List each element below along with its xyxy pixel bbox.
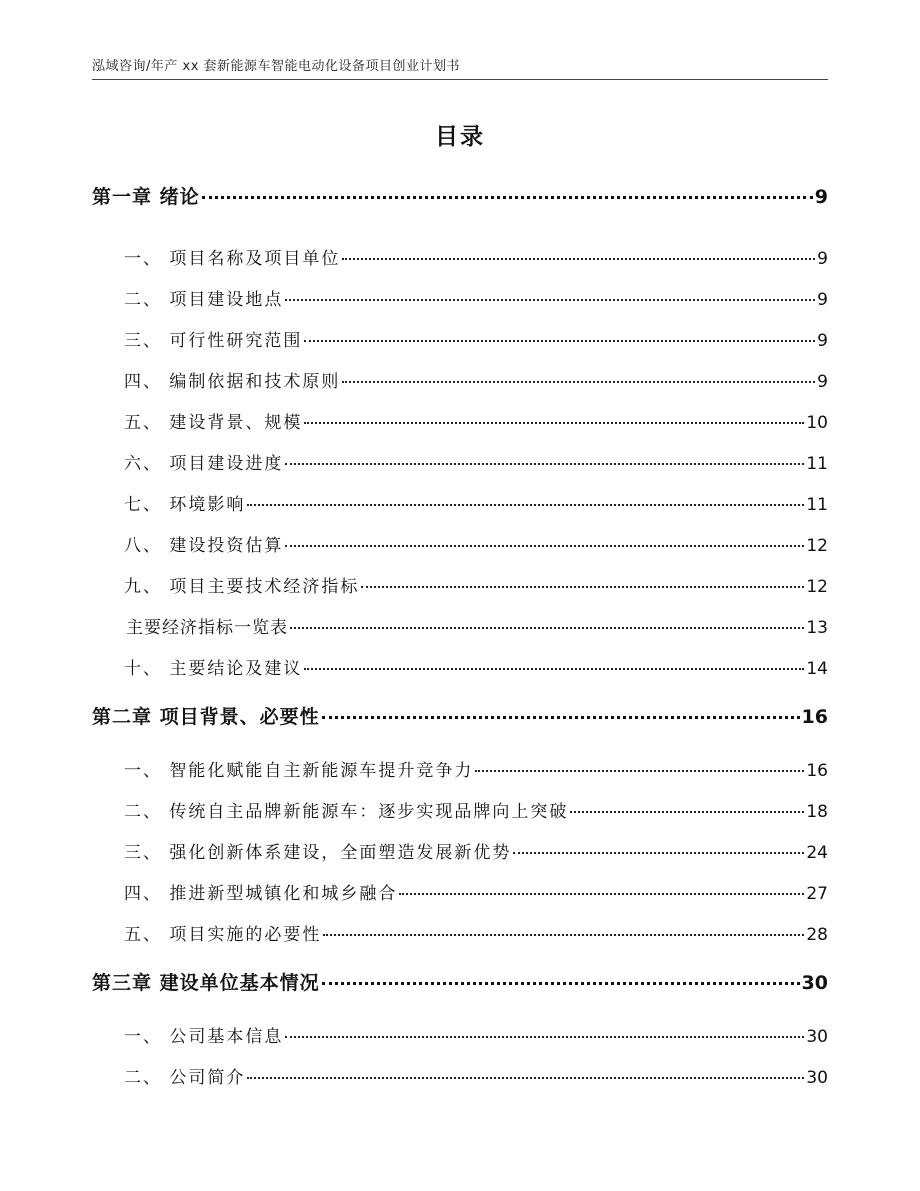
toc-page-number: 9 <box>817 372 828 392</box>
dot-leader <box>304 340 815 342</box>
toc-entry-label: 第三章 建设单位基本情况 <box>92 972 320 994</box>
toc-page-number: 14 <box>806 659 828 679</box>
toc-section-entry[interactable] <box>92 285 828 311</box>
dot-leader <box>361 586 804 588</box>
toc-chapter-entry[interactable] <box>92 702 828 732</box>
toc-entry-label: 五、 建设背景、规模 <box>124 413 303 433</box>
toc-entry-label: 四、 编制依据和技术原则 <box>124 372 341 392</box>
dot-leader <box>285 545 804 547</box>
toc-page-number: 11 <box>806 454 828 474</box>
toc-entry-label: 六、 项目建设进度 <box>124 454 284 474</box>
toc-entry-label: 第二章 项目背景、必要性 <box>92 706 320 728</box>
toc-page-number: 9 <box>817 249 828 269</box>
toc-page-number: 10 <box>806 413 828 433</box>
toc-page-number: 18 <box>806 802 828 822</box>
toc-section-entry[interactable] <box>92 920 828 946</box>
toc-section-entry[interactable] <box>92 756 828 782</box>
toc-page-number: 9 <box>817 290 828 310</box>
dot-leader <box>285 299 815 301</box>
toc-page-number: 24 <box>806 843 828 863</box>
toc-section-entry[interactable] <box>92 838 828 864</box>
toc-section-entry[interactable] <box>92 654 828 680</box>
dot-leader <box>323 934 804 936</box>
toc-page-number: 16 <box>806 761 828 781</box>
toc-section-entry[interactable] <box>92 326 828 352</box>
toc-section-entry[interactable] <box>92 1022 828 1048</box>
toc-section-entry[interactable] <box>92 879 828 905</box>
dot-leader <box>342 381 815 383</box>
toc-page-number: 16 <box>801 706 828 728</box>
dot-leader <box>475 770 804 772</box>
toc-entry-label: 一、 项目名称及项目单位 <box>124 249 341 269</box>
dot-leader <box>322 982 800 985</box>
toc-section-entry[interactable] <box>92 1063 828 1089</box>
toc-page-number: 12 <box>806 577 828 597</box>
dot-leader <box>285 1036 804 1038</box>
toc-entry-label: 一、 智能化赋能自主新能源车提升竞争力 <box>124 761 474 781</box>
header-rule <box>92 79 828 80</box>
toc-entry-label: 八、 建设投资估算 <box>124 536 284 556</box>
dot-leader <box>247 1077 804 1079</box>
dot-leader <box>399 893 804 895</box>
toc-entry-label: 九、 项目主要技术经济指标 <box>124 577 360 597</box>
toc-entry-label: 二、 传统自主品牌新能源车：逐步实现品牌向上突破 <box>124 802 569 822</box>
dot-leader <box>570 811 804 813</box>
toc-page-number: 30 <box>801 972 828 994</box>
dot-leader <box>513 852 804 854</box>
toc-section-entry[interactable] <box>92 490 828 516</box>
toc-section-entry[interactable] <box>92 572 828 598</box>
toc-entry-label: 七、 环境影响 <box>124 495 246 515</box>
dot-leader <box>247 504 804 506</box>
toc-page-number: 30 <box>806 1068 828 1088</box>
toc-entry-label: 二、 公司简介 <box>124 1068 246 1088</box>
toc-page-number: 28 <box>806 925 828 945</box>
toc-section-entry[interactable] <box>92 408 828 434</box>
toc-entry-label: 四、 推进新型城镇化和城乡融合 <box>124 884 398 904</box>
toc-section-entry[interactable] <box>92 531 828 557</box>
dot-leader <box>342 258 815 260</box>
dot-leader <box>290 627 804 629</box>
toc-entry-label: 主要经济指标一览表 <box>126 618 288 638</box>
toc-entry-label: 二、 项目建设地点 <box>124 290 284 310</box>
toc-page-number: 9 <box>814 186 828 208</box>
toc-page-number: 12 <box>806 536 828 556</box>
toc-entry-label: 五、 项目实施的必要性 <box>124 925 322 945</box>
dot-leader <box>304 422 804 424</box>
toc-page-number: 9 <box>817 331 828 351</box>
toc-section-entry[interactable] <box>92 244 828 270</box>
toc-page-number: 13 <box>806 618 828 638</box>
running-header: 泓域咨询/年产 xx 套新能源车智能电动化设备项目创业计划书 <box>92 59 461 74</box>
toc-page-number: 27 <box>806 884 828 904</box>
toc-section-entry[interactable] <box>92 613 828 639</box>
toc-title: 目录 <box>435 124 485 150</box>
toc-section-entry[interactable] <box>92 797 828 823</box>
toc-section-entry[interactable] <box>92 367 828 393</box>
dot-leader <box>202 196 813 199</box>
dot-leader <box>304 668 804 670</box>
toc-page-number: 30 <box>806 1027 828 1047</box>
toc-entry-label: 三、 可行性研究范围 <box>124 331 303 351</box>
toc-chapter-entry[interactable] <box>92 968 828 998</box>
dot-leader <box>322 716 800 719</box>
toc-section-entry[interactable] <box>92 449 828 475</box>
toc-entry-label: 三、 强化创新体系建设，全面塑造发展新优势 <box>124 843 512 863</box>
toc-entry-label: 一、 公司基本信息 <box>124 1027 284 1047</box>
toc-entry-label: 第一章 绪论 <box>92 186 200 208</box>
toc-page-number: 11 <box>806 495 828 515</box>
dot-leader <box>285 463 804 465</box>
toc-chapter-entry[interactable] <box>92 182 828 212</box>
toc-entry-label: 十、 主要结论及建议 <box>124 659 303 679</box>
